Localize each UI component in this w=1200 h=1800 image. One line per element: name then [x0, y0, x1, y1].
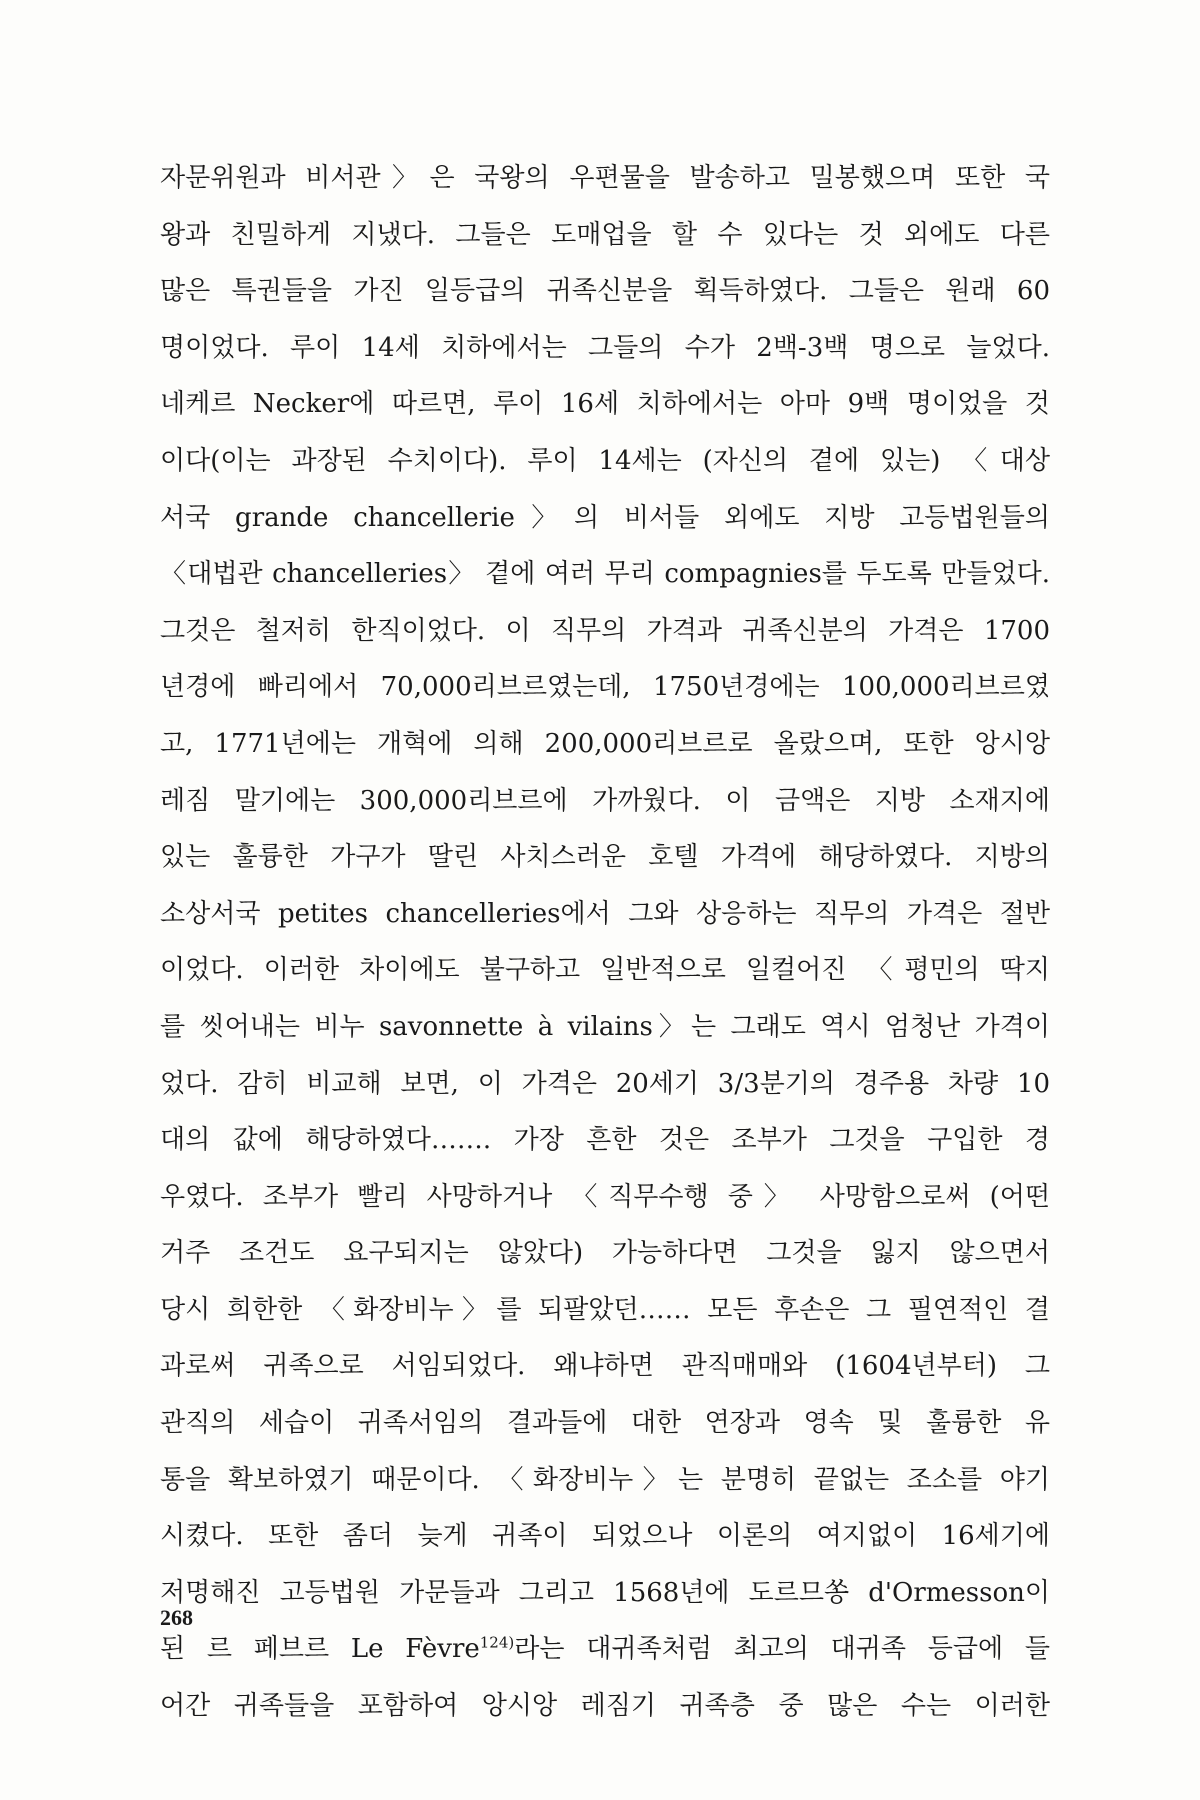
text-segment: 라는 대귀족처럼 최고의 대귀족 등급에 들: [514, 1634, 1050, 1665]
text-line: 를 씻어내는 비누 savonnette à vilains〉는 그래도 역시 엄청난 가격이: [160, 1011, 1050, 1042]
text-line: 시켰다. 또한 좀더 늦게 귀족이 되었으나 이론의 여지없이 16세기에: [160, 1521, 1050, 1552]
text-line: 우였다. 조부가 빨리 사망하거나 〈직무수행 중〉 사망함으로써 (어떤: [160, 1181, 1050, 1212]
text-line: 거주 조건도 요구되지는 않았다) 가능하다면 그것을 잃지 않으면서: [160, 1238, 1050, 1269]
text-line: 었다. 감히 비교해 보면, 이 가격은 20세기 3/3분기의 경주용 차량 10: [160, 1068, 1050, 1099]
text-line: 이었다. 이러한 차이에도 불구하고 일반적으로 일컬어진 〈평민의 딱지: [160, 955, 1050, 986]
text-line: 있는 훌륭한 가구가 딸린 사치스러운 호텔 가격에 해당하였다. 지방의: [160, 842, 1050, 873]
text-line: 저명해진 고등법원 가문들과 그리고 1568년에 도르므쏭 d'Ormesson이: [160, 1577, 1050, 1608]
text-line: 과로써 귀족으로 서임되었다. 왜냐하면 관직매매와 (1604년부터) 그: [160, 1351, 1050, 1382]
text-line: 소상서국 petites chancelleries에서 그와 상응하는 직무의 가격은 절반: [160, 898, 1050, 929]
text-line: 네케르 Necker에 따르면, 루이 16세 치하에서는 아마 9백 명이었을 것: [160, 389, 1050, 420]
text-line: 통을 확보하였기 때문이다. 〈화장비누〉는 분명히 끝없는 조소를 야기: [160, 1464, 1050, 1495]
footnote-marker: 124): [479, 1633, 515, 1652]
text-line: 그것은 철저히 한직이었다. 이 직무의 가격과 귀족신분의 가격은 1700: [160, 615, 1050, 646]
text-line: 〈대법관 chancelleries〉 곁에 여러 무리 compagnies를 두도록 만들었다.: [160, 559, 1050, 590]
text-line: 당시 희한한 〈화장비누〉를 되팔았던…… 모든 후손은 그 필연적인 결: [160, 1294, 1050, 1325]
text-line: 이다(이는 과장된 수치이다). 루이 14세는 (자신의 곁에 있는) 〈대상: [160, 445, 1050, 476]
text-line: 자문위원과 비서관〉은 국왕의 우편물을 발송하고 밀봉했으며 또한 국: [160, 163, 1050, 193]
text-line: 명이었다. 루이 14세 치하에서는 그들의 수가 2백-3백 명으로 늘었다.: [160, 332, 1050, 363]
text-line: 관직의 세습이 귀족서임의 결과들에 대한 연장과 영속 및 훌륭한 유: [160, 1408, 1050, 1439]
text-line: 많은 특권들을 가진 일등급의 귀족신분을 획득하였다. 그들은 원래 60: [160, 276, 1050, 307]
text-line-with-footnote: [160, 1621, 1050, 1678]
text-line: 대의 값에 해당하였다……. 가장 흔한 것은 조부가 그것을 구입한 경: [160, 1125, 1050, 1156]
text-line: 어간 귀족들을 포함하여 앙시앙 레짐기 귀족층 중 많은 수는 이러한: [160, 1691, 1050, 1722]
text-line: 레짐 말기에는 300,000리브르에 가까웠다. 이 금액은 지방 소재지에: [160, 785, 1050, 816]
page-number: 268: [160, 1605, 193, 1630]
text-segment: 된 르 페브르 Le Fèvre: [160, 1634, 480, 1665]
body-text: [160, 150, 1050, 1735]
text-line: 왕과 친밀하게 지냈다. 그들은 도매업을 할 수 있다는 것 외에도 다른: [160, 219, 1050, 250]
text-line: 고, 1771년에는 개혁에 의해 200,000리브르로 올랐으며, 또한 앙시앙: [160, 728, 1050, 759]
text-line: 서국 grande chancellerie〉의 비서들 외에도 지방 고등법원들의: [160, 502, 1050, 533]
text-line: 년경에 빠리에서 70,000리브르였는데, 1750년경에는 100,000리브르였: [160, 672, 1050, 703]
